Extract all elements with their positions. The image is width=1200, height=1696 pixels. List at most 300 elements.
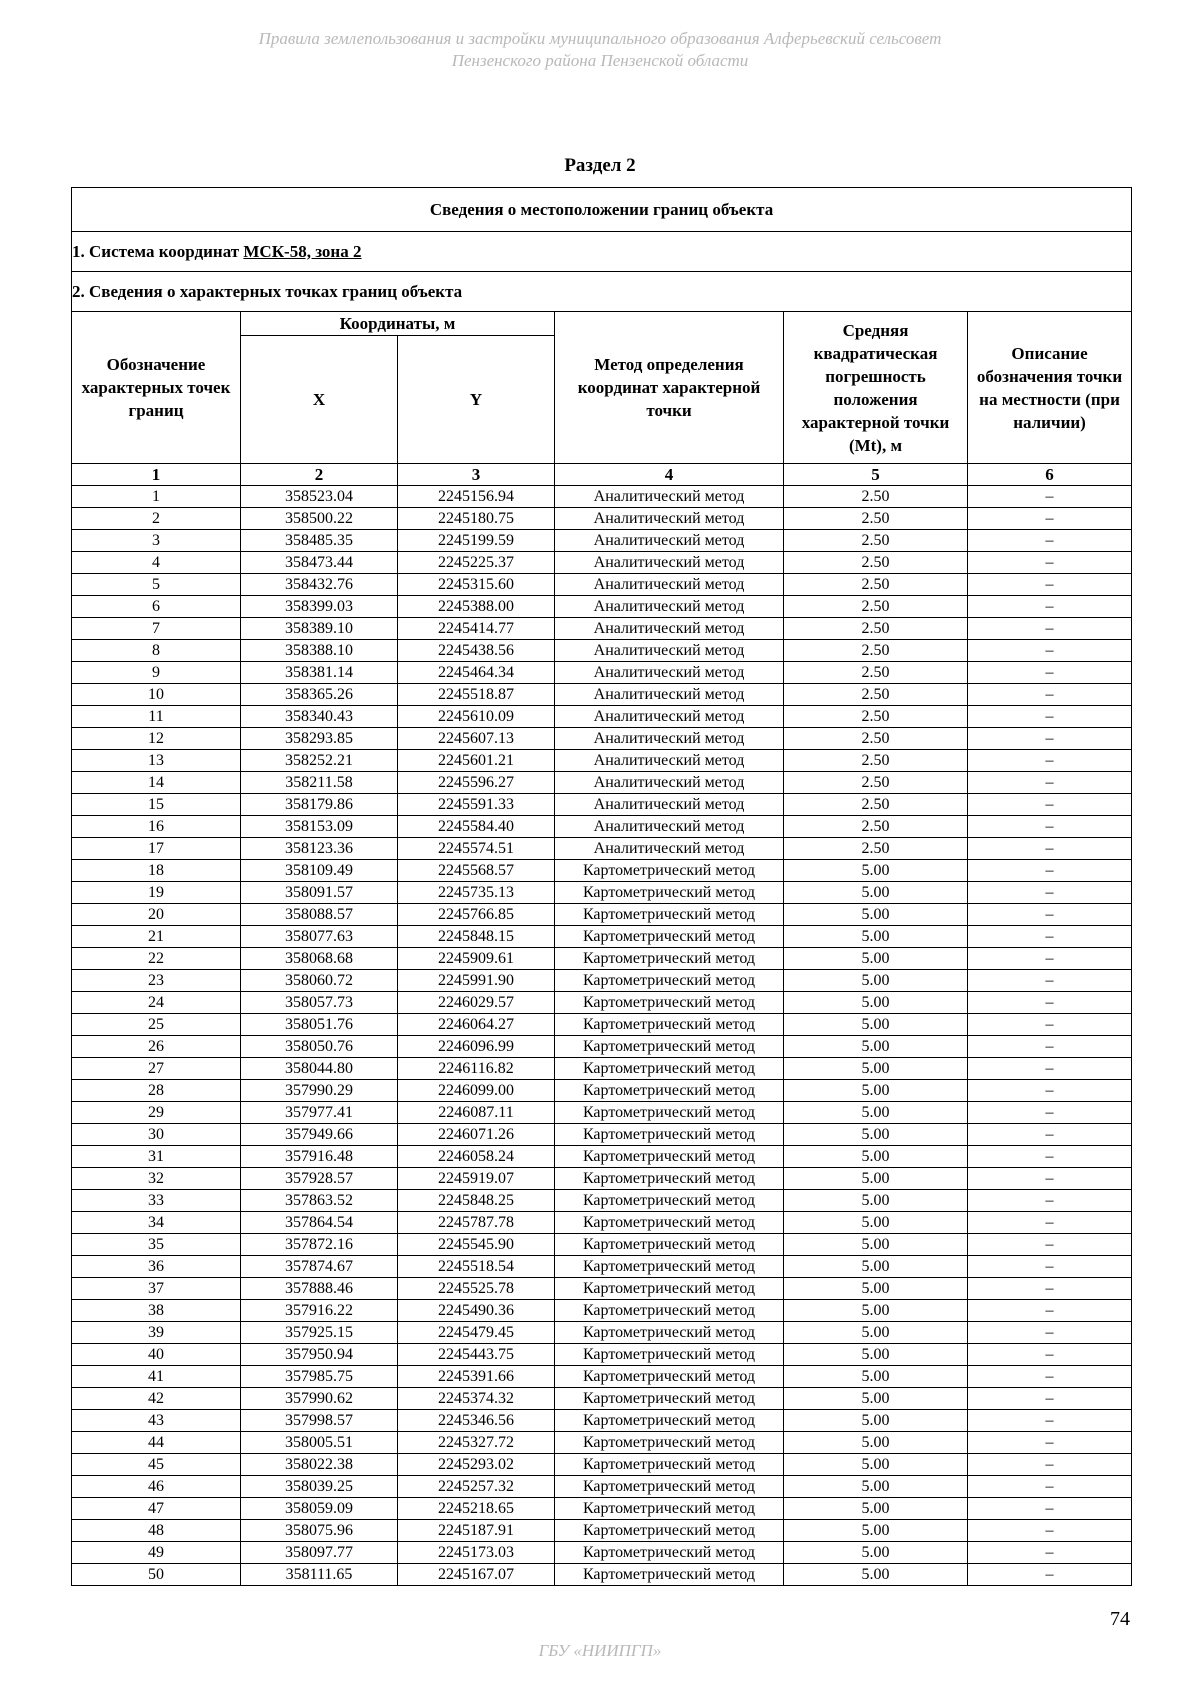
point-number: 46 (72, 1476, 241, 1498)
method: Картометрический метод (555, 1344, 784, 1366)
method: Картометрический метод (555, 1300, 784, 1322)
method: Картометрический метод (555, 1102, 784, 1124)
description: – (968, 1124, 1132, 1146)
points-heading-row (72, 272, 1132, 312)
coordinate-system-value: МСК-58, зона 2 (243, 241, 362, 261)
error-value: 2.50 (784, 816, 968, 838)
method: Картометрический метод (555, 1036, 784, 1058)
table-row (72, 706, 1132, 728)
table-row (72, 1278, 1132, 1300)
point-number: 44 (72, 1432, 241, 1454)
points-body (72, 486, 1132, 1586)
table-row (72, 618, 1132, 640)
method: Картометрический метод (555, 970, 784, 992)
description: – (968, 1322, 1132, 1344)
point-number: 42 (72, 1388, 241, 1410)
coordinate-x: 358399.03 (241, 596, 398, 618)
coordinate-y: 2245257.32 (398, 1476, 555, 1498)
points-heading: 2. Сведения о характерных точках границ объекта (72, 272, 1132, 312)
table-row (72, 1234, 1132, 1256)
error-value: 5.00 (784, 948, 968, 970)
point-number: 33 (72, 1190, 241, 1212)
coordinate-x: 358111.65 (241, 1564, 398, 1586)
method: Картометрический метод (555, 1366, 784, 1388)
description: – (968, 618, 1132, 640)
method: Картометрический метод (555, 1476, 784, 1498)
header-y: Y (398, 336, 555, 464)
coordinate-y: 2245443.75 (398, 1344, 555, 1366)
point-number: 10 (72, 684, 241, 706)
error-value: 5.00 (784, 970, 968, 992)
coordinate-y: 2246064.27 (398, 1014, 555, 1036)
coordinate-y: 2245848.25 (398, 1190, 555, 1212)
error-value: 5.00 (784, 1322, 968, 1344)
table-row (72, 1476, 1132, 1498)
table-row (72, 1388, 1132, 1410)
error-value: 2.50 (784, 706, 968, 728)
column-number: 2 (241, 464, 398, 486)
description: – (968, 1432, 1132, 1454)
table-row (72, 860, 1132, 882)
table-row (72, 970, 1132, 992)
coordinate-x: 358485.35 (241, 530, 398, 552)
column-number: 6 (968, 464, 1132, 486)
error-value: 2.50 (784, 552, 968, 574)
coordinate-x: 358059.09 (241, 1498, 398, 1520)
error-value: 5.00 (784, 1146, 968, 1168)
point-number: 5 (72, 574, 241, 596)
footer-organization: ГБУ «НИИПГП» (538, 1641, 662, 1660)
method: Картометрический метод (555, 1520, 784, 1542)
description: – (968, 1234, 1132, 1256)
table-row (72, 1366, 1132, 1388)
description: – (968, 1520, 1132, 1542)
coordinate-x: 358039.25 (241, 1476, 398, 1498)
coordinate-x: 357928.57 (241, 1168, 398, 1190)
method: Аналитический метод (555, 772, 784, 794)
description: – (968, 706, 1132, 728)
coordinate-x: 358153.09 (241, 816, 398, 838)
coordinate-y: 2245374.32 (398, 1388, 555, 1410)
coordinate-y: 2245156.94 (398, 486, 555, 508)
method: Аналитический метод (555, 552, 784, 574)
header-error: Средняя квадратическая погрешность положения характерной точки (Mt), м (784, 312, 968, 464)
error-value: 2.50 (784, 662, 968, 684)
error-value: 5.00 (784, 860, 968, 882)
point-number: 20 (72, 904, 241, 926)
coordinate-y: 2246029.57 (398, 992, 555, 1014)
description: – (968, 1212, 1132, 1234)
point-number: 6 (72, 596, 241, 618)
coordinate-y: 2245518.54 (398, 1256, 555, 1278)
description: – (968, 1080, 1132, 1102)
method: Картометрический метод (555, 1410, 784, 1432)
description: – (968, 1410, 1132, 1432)
point-number: 30 (72, 1124, 241, 1146)
coordinate-y: 2246116.82 (398, 1058, 555, 1080)
point-number: 41 (72, 1366, 241, 1388)
description: – (968, 1102, 1132, 1124)
error-value: 5.00 (784, 1300, 968, 1322)
coordinate-system (72, 232, 1132, 272)
description: – (968, 662, 1132, 684)
description: – (968, 1300, 1132, 1322)
header-x: X (241, 336, 398, 464)
description: – (968, 882, 1132, 904)
error-value: 2.50 (784, 684, 968, 706)
coordinate-x: 357949.66 (241, 1124, 398, 1146)
description: – (968, 728, 1132, 750)
coordinate-x: 358388.10 (241, 640, 398, 662)
error-value: 2.50 (784, 640, 968, 662)
point-number: 47 (72, 1498, 241, 1520)
point-number: 28 (72, 1080, 241, 1102)
point-number: 27 (72, 1058, 241, 1080)
error-value: 2.50 (784, 530, 968, 552)
method: Картометрический метод (555, 1080, 784, 1102)
error-value: 5.00 (784, 1564, 968, 1586)
coordinate-y: 2245601.21 (398, 750, 555, 772)
error-value: 2.50 (784, 772, 968, 794)
coordinate-x: 357863.52 (241, 1190, 398, 1212)
error-value: 2.50 (784, 574, 968, 596)
coordinate-x: 358293.85 (241, 728, 398, 750)
table-row (72, 1322, 1132, 1344)
description: – (968, 838, 1132, 860)
method: Картометрический метод (555, 948, 784, 970)
method: Аналитический метод (555, 816, 784, 838)
description: – (968, 772, 1132, 794)
method: Картометрический метод (555, 1564, 784, 1586)
table-title-row (72, 188, 1132, 232)
coordinate-y: 2245315.60 (398, 574, 555, 596)
coordinate-y: 2245584.40 (398, 816, 555, 838)
header-method: Метод определения координат характерной точки (555, 312, 784, 464)
table-row (72, 1124, 1132, 1146)
description: – (968, 970, 1132, 992)
point-number: 40 (72, 1344, 241, 1366)
method: Картометрический метод (555, 1190, 784, 1212)
coordinate-x: 358097.77 (241, 1542, 398, 1564)
point-number: 19 (72, 882, 241, 904)
error-value: 5.00 (784, 1498, 968, 1520)
point-number: 18 (72, 860, 241, 882)
description: – (968, 926, 1132, 948)
table-row (72, 596, 1132, 618)
running-header-line-2: Пензенского района Пензенской области (451, 51, 749, 70)
method: Аналитический метод (555, 794, 784, 816)
coordinate-y: 2245479.45 (398, 1322, 555, 1344)
point-number: 37 (72, 1278, 241, 1300)
coordinate-x: 358060.72 (241, 970, 398, 992)
method: Картометрический метод (555, 1278, 784, 1300)
error-value: 5.00 (784, 1366, 968, 1388)
description: – (968, 1256, 1132, 1278)
table-row (72, 794, 1132, 816)
point-number: 24 (72, 992, 241, 1014)
coordinate-x: 358252.21 (241, 750, 398, 772)
description: – (968, 1498, 1132, 1520)
header-coordinates: Координаты, м (241, 312, 555, 336)
table-row (72, 1058, 1132, 1080)
point-number: 16 (72, 816, 241, 838)
coordinate-x: 358077.63 (241, 926, 398, 948)
coordinate-x: 358432.76 (241, 574, 398, 596)
point-number: 43 (72, 1410, 241, 1432)
description: – (968, 1190, 1132, 1212)
method: Картометрический метод (555, 1388, 784, 1410)
header-point-designation: Обозначение характерных точек границ (72, 312, 241, 464)
error-value: 5.00 (784, 1256, 968, 1278)
point-number: 8 (72, 640, 241, 662)
coordinate-x: 357977.41 (241, 1102, 398, 1124)
error-value: 5.00 (784, 1278, 968, 1300)
method: Картометрический метод (555, 1168, 784, 1190)
error-value: 5.00 (784, 1124, 968, 1146)
running-header (0, 28, 1200, 72)
error-value: 5.00 (784, 1410, 968, 1432)
error-value: 2.50 (784, 508, 968, 530)
point-number: 21 (72, 926, 241, 948)
method: Картометрический метод (555, 1498, 784, 1520)
description: – (968, 1344, 1132, 1366)
description: – (968, 904, 1132, 926)
coordinate-x: 358340.43 (241, 706, 398, 728)
error-value: 5.00 (784, 882, 968, 904)
coordinate-y: 2245568.57 (398, 860, 555, 882)
table-row (72, 684, 1132, 706)
description: – (968, 508, 1132, 530)
point-number: 36 (72, 1256, 241, 1278)
coordinate-x: 357874.67 (241, 1256, 398, 1278)
point-number: 39 (72, 1322, 241, 1344)
method: Картометрический метод (555, 1256, 784, 1278)
coordinate-x: 358523.04 (241, 486, 398, 508)
table-row (72, 948, 1132, 970)
coordinate-y: 2245346.56 (398, 1410, 555, 1432)
page-number: 74 (1110, 1608, 1130, 1630)
description: – (968, 530, 1132, 552)
point-number: 7 (72, 618, 241, 640)
coordinate-y: 2245525.78 (398, 1278, 555, 1300)
error-value: 5.00 (784, 992, 968, 1014)
error-value: 5.00 (784, 1388, 968, 1410)
coordinate-x: 357925.15 (241, 1322, 398, 1344)
error-value: 2.50 (784, 596, 968, 618)
table-row (72, 1014, 1132, 1036)
coordinate-system-label: 1. Система координат (72, 241, 244, 261)
point-number: 9 (72, 662, 241, 684)
error-value: 5.00 (784, 1102, 968, 1124)
table-row (72, 1146, 1132, 1168)
point-number: 15 (72, 794, 241, 816)
coordinate-x: 358022.38 (241, 1454, 398, 1476)
method: Аналитический метод (555, 838, 784, 860)
coordinate-y: 2245388.00 (398, 596, 555, 618)
coordinate-y: 2246071.26 (398, 1124, 555, 1146)
error-value: 2.50 (784, 618, 968, 640)
method: Картометрический метод (555, 1432, 784, 1454)
method: Аналитический метод (555, 574, 784, 596)
coordinate-x: 358211.58 (241, 772, 398, 794)
error-value: 5.00 (784, 1212, 968, 1234)
coordinate-y: 2245591.33 (398, 794, 555, 816)
table-row (72, 992, 1132, 1014)
table-row (72, 926, 1132, 948)
coordinate-x: 358179.86 (241, 794, 398, 816)
table-row (72, 882, 1132, 904)
point-number: 26 (72, 1036, 241, 1058)
coordinate-y: 2245464.34 (398, 662, 555, 684)
coordinate-x: 357864.54 (241, 1212, 398, 1234)
coordinate-y: 2245607.13 (398, 728, 555, 750)
method: Картометрический метод (555, 1058, 784, 1080)
method: Картометрический метод (555, 1212, 784, 1234)
coordinate-x: 358005.51 (241, 1432, 398, 1454)
coordinate-x: 357998.57 (241, 1410, 398, 1432)
coordinate-y: 2246096.99 (398, 1036, 555, 1058)
table-row (72, 1036, 1132, 1058)
point-number: 14 (72, 772, 241, 794)
table-row (72, 662, 1132, 684)
coordinate-y: 2246099.00 (398, 1080, 555, 1102)
method: Аналитический метод (555, 508, 784, 530)
coordinate-x: 358068.68 (241, 948, 398, 970)
table-title: Сведения о местоположении границ объекта (72, 188, 1132, 232)
coordinate-x: 358381.14 (241, 662, 398, 684)
error-value: 5.00 (784, 1454, 968, 1476)
point-number: 45 (72, 1454, 241, 1476)
running-header-line-1: Правила землепользования и застройки муниципального образования Алферьевский сельсовет (258, 29, 942, 48)
column-number: 3 (398, 464, 555, 486)
point-number: 17 (72, 838, 241, 860)
coordinate-system-row (72, 232, 1132, 272)
coordinate-y: 2245173.03 (398, 1542, 555, 1564)
point-number: 11 (72, 706, 241, 728)
point-number: 49 (72, 1542, 241, 1564)
coordinate-y: 2245225.37 (398, 552, 555, 574)
method: Картометрический метод (555, 1146, 784, 1168)
coordinate-y: 2245438.56 (398, 640, 555, 662)
coordinate-y: 2245787.78 (398, 1212, 555, 1234)
coordinate-x: 358051.76 (241, 1014, 398, 1036)
method: Картометрический метод (555, 1124, 784, 1146)
coordinate-x: 357985.75 (241, 1366, 398, 1388)
header-description: Описание обозначения точки на местности (при наличии) (968, 312, 1132, 464)
point-number: 29 (72, 1102, 241, 1124)
description: – (968, 1058, 1132, 1080)
coordinate-y: 2245199.59 (398, 530, 555, 552)
error-value: 5.00 (784, 1190, 968, 1212)
table-row (72, 508, 1132, 530)
coordinate-y: 2245187.91 (398, 1520, 555, 1542)
table-row (72, 728, 1132, 750)
table-row (72, 640, 1132, 662)
table-row (72, 1344, 1132, 1366)
column-number: 1 (72, 464, 241, 486)
description: – (968, 1476, 1132, 1498)
point-number: 31 (72, 1146, 241, 1168)
coordinate-y: 2246058.24 (398, 1146, 555, 1168)
description: – (968, 1278, 1132, 1300)
coordinate-y: 2245518.87 (398, 684, 555, 706)
table-row (72, 486, 1132, 508)
coordinate-x: 358050.76 (241, 1036, 398, 1058)
description: – (968, 1388, 1132, 1410)
coordinate-x: 358109.49 (241, 860, 398, 882)
table-row (72, 1168, 1132, 1190)
coordinate-x: 358500.22 (241, 508, 398, 530)
error-value: 5.00 (784, 1520, 968, 1542)
section-title: Раздел 2 (564, 155, 636, 176)
coordinate-y: 2245919.07 (398, 1168, 555, 1190)
error-value: 2.50 (784, 794, 968, 816)
method: Аналитический метод (555, 618, 784, 640)
table-row (72, 1520, 1132, 1542)
description: – (968, 794, 1132, 816)
table-row (72, 1564, 1132, 1586)
method: Картометрический метод (555, 1542, 784, 1564)
coordinate-y: 2245167.07 (398, 1564, 555, 1586)
description: – (968, 1036, 1132, 1058)
method: Аналитический метод (555, 596, 784, 618)
description: – (968, 1146, 1132, 1168)
method: Аналитический метод (555, 530, 784, 552)
point-number: 4 (72, 552, 241, 574)
table-row (72, 1542, 1132, 1564)
description: – (968, 486, 1132, 508)
description: – (968, 750, 1132, 772)
point-number: 3 (72, 530, 241, 552)
coordinate-x: 357950.94 (241, 1344, 398, 1366)
error-value: 5.00 (784, 1058, 968, 1080)
coordinate-y: 2245490.36 (398, 1300, 555, 1322)
description: – (968, 596, 1132, 618)
table-row (72, 1102, 1132, 1124)
method: Картометрический метод (555, 904, 784, 926)
column-number: 4 (555, 464, 784, 486)
table-row (72, 574, 1132, 596)
method: Картометрический метод (555, 860, 784, 882)
coordinate-y: 2245574.51 (398, 838, 555, 860)
table-row (72, 1454, 1132, 1476)
error-value: 2.50 (784, 728, 968, 750)
table-row (72, 772, 1132, 794)
point-number: 34 (72, 1212, 241, 1234)
coordinate-y: 2245180.75 (398, 508, 555, 530)
coordinate-x: 358044.80 (241, 1058, 398, 1080)
point-number: 38 (72, 1300, 241, 1322)
error-value: 5.00 (784, 1432, 968, 1454)
coordinate-x: 357888.46 (241, 1278, 398, 1300)
table-row (72, 1410, 1132, 1432)
coordinate-x: 357990.62 (241, 1388, 398, 1410)
error-value: 2.50 (784, 486, 968, 508)
boundary-points-table (71, 187, 1132, 1586)
method: Аналитический метод (555, 750, 784, 772)
table-row (72, 1080, 1132, 1102)
coordinate-y: 2245991.90 (398, 970, 555, 992)
description: – (968, 1168, 1132, 1190)
description: – (968, 948, 1132, 970)
method: Аналитический метод (555, 706, 784, 728)
point-number: 13 (72, 750, 241, 772)
error-value: 2.50 (784, 838, 968, 860)
error-value: 5.00 (784, 1542, 968, 1564)
description: – (968, 640, 1132, 662)
point-number: 32 (72, 1168, 241, 1190)
coordinate-x: 358075.96 (241, 1520, 398, 1542)
